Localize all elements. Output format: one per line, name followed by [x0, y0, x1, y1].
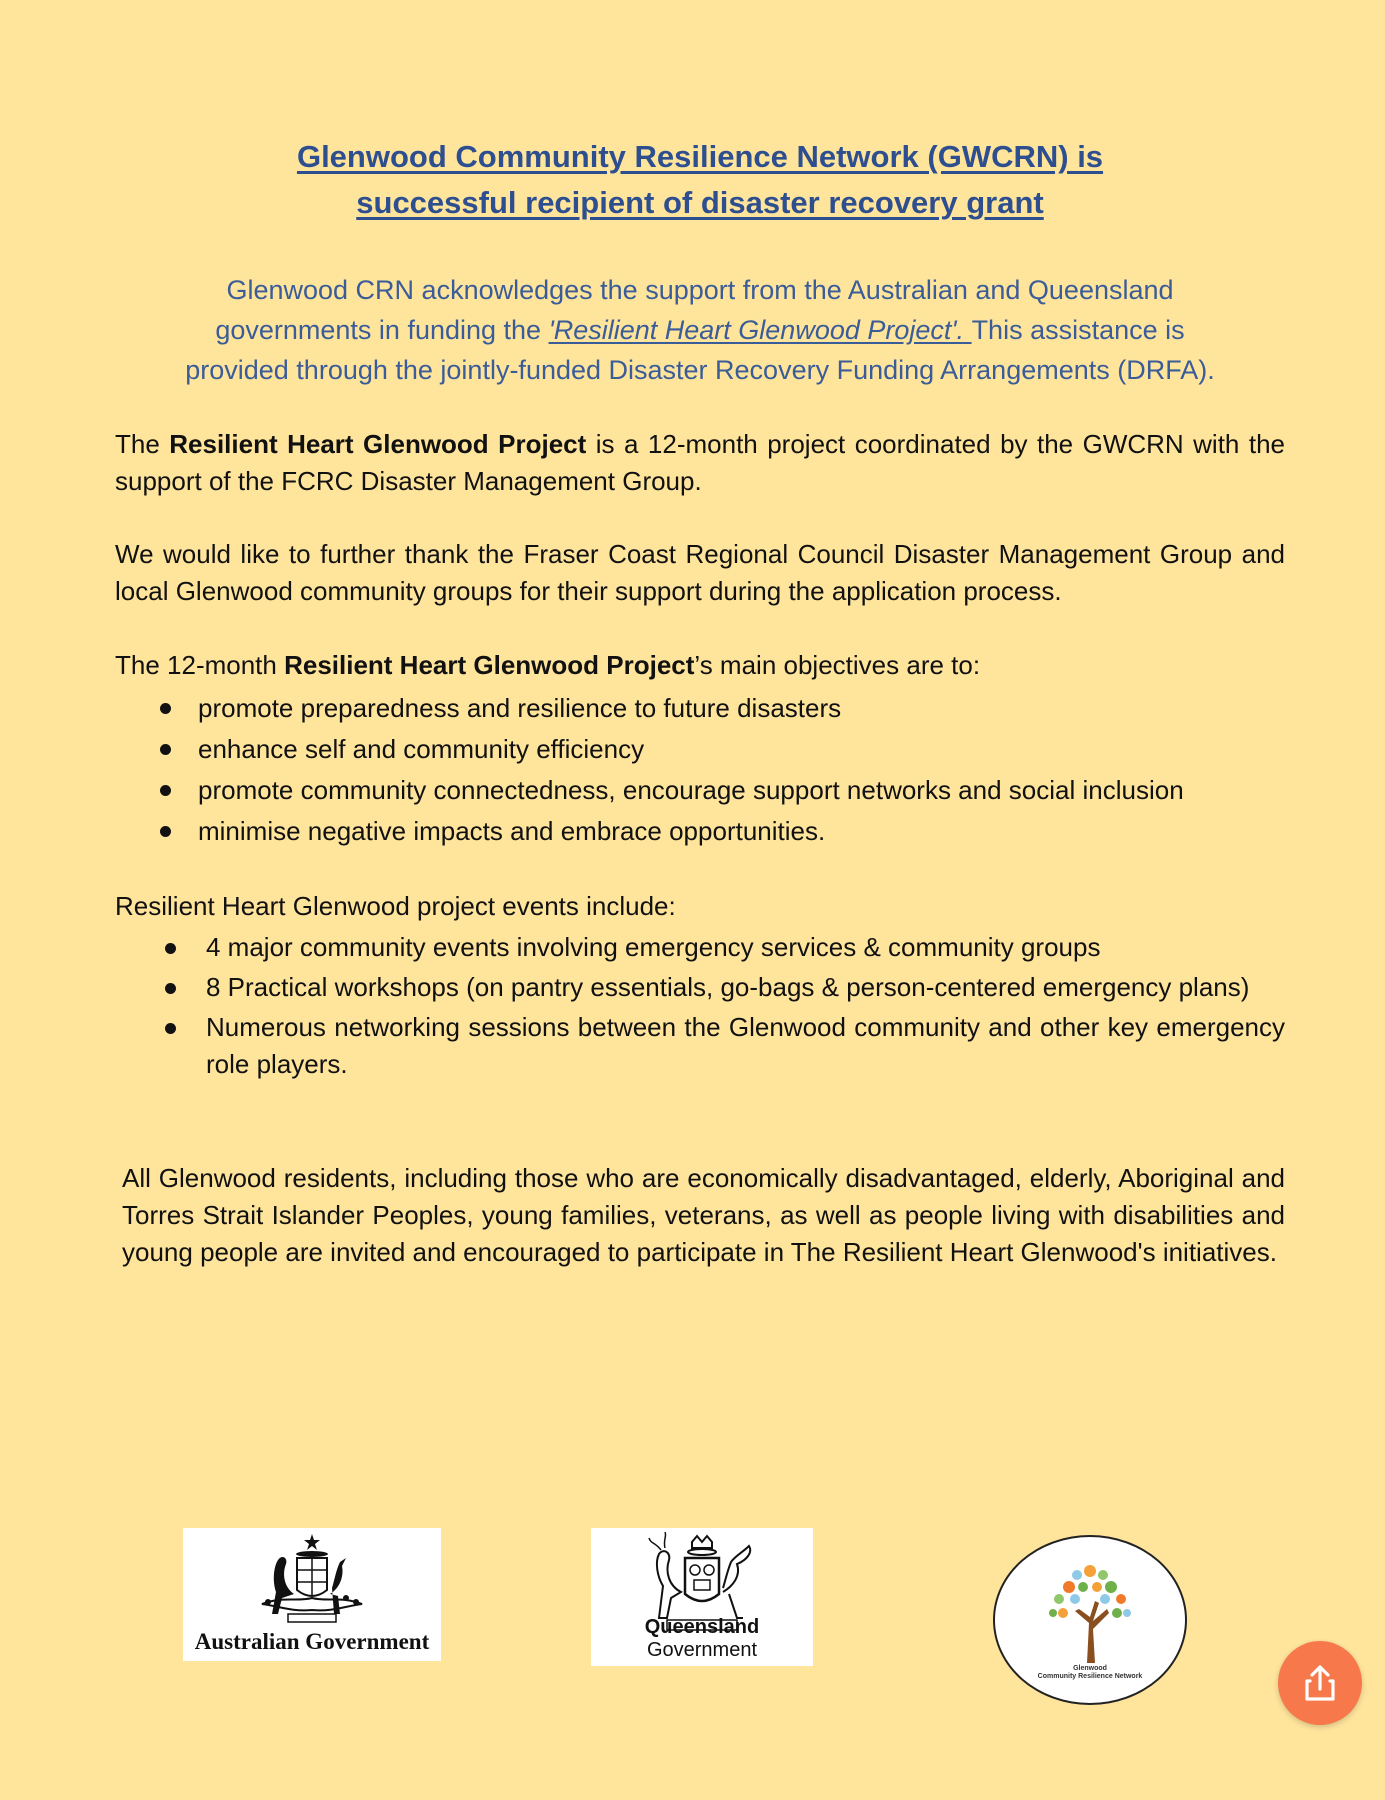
gwcrn-caption	[995, 1665, 1185, 1681]
project-intro-start: The	[115, 429, 170, 459]
list-item: Numerous networking sessions between the Glenwood community and other key emergency role players.	[165, 1009, 1285, 1083]
australian-coat-of-arms-icon	[242, 1532, 382, 1627]
queensland-government-logo	[591, 1528, 813, 1666]
objectives-intro-name: Resilient Heart Glenwood Project	[284, 650, 695, 680]
gwcrn-logo	[993, 1535, 1187, 1705]
title-line-1: Glenwood Community Resilience Network (GWCRN) is	[296, 139, 1104, 174]
acknowledgement	[110, 270, 1290, 390]
acknowledgement-line-3: provided through the jointly-funded Disaster Recovery Funding Arrangements (DRFA).	[185, 355, 1215, 385]
objectives-intro-end: ’s main objectives are to:	[694, 650, 981, 680]
title-line-2: successful recipient of disaster recovery grant	[356, 185, 1044, 220]
australian-government-caption: Australian Government	[194, 1629, 430, 1654]
acknowledgement-line-1: Glenwood CRN acknowledges the support from the Australian and Queensland	[226, 275, 1174, 305]
list-item: enhance self and community efficiency	[160, 729, 1285, 770]
queensland-caption-rest: Government	[646, 1639, 758, 1661]
australian-government-logo	[183, 1528, 441, 1661]
project-name-link[interactable]: 'Resilient Heart Glenwood Project'.	[548, 315, 972, 345]
list-item: 8 Practical workshops (on pantry essentials, go-bags & person-centered emergency plans)	[165, 969, 1285, 1006]
objectives-list	[160, 688, 1285, 852]
queensland-government-caption	[591, 1616, 813, 1662]
project-intro-paragraph	[115, 426, 1285, 500]
thanks-paragraph: We would like to further thank the Fraser Coast Regional Council Disaster Management Group and local Glenwood community groups for their support during the application process.	[115, 539, 1285, 606]
project-intro-end: is a 12-month project coordinated by the GWCRN with the support of the FCRC Disaster Management Group.	[115, 429, 1285, 496]
list-item: 4 major community events involving emergency services & community groups	[165, 929, 1285, 966]
gwcrn-caption-line-1: Glenwood	[1073, 1665, 1107, 1672]
page-title	[0, 134, 1385, 226]
queensland-caption-bold: Queensland	[644, 1616, 760, 1638]
acknowledgement-line-2	[110, 310, 1290, 350]
gwcrn-caption-line-2: Community Resilience Network	[1037, 1673, 1143, 1680]
events-list	[165, 929, 1285, 1086]
share-button[interactable]	[1278, 1641, 1362, 1725]
list-item: promote community connectedness, encourage support networks and social inclusion	[160, 770, 1285, 811]
share-icon	[1302, 1663, 1338, 1703]
project-intro-name: Resilient Heart Glenwood Project	[169, 429, 587, 459]
events-intro: Resilient Heart Glenwood project events include:	[115, 891, 676, 921]
objectives-intro	[115, 647, 1285, 684]
list-item: promote preparedness and resilience to future disasters	[160, 688, 1285, 729]
invitation-paragraph: All Glenwood residents, including those who are economically disadvantaged, elderly, Aboriginal and Torres Strait Islander Peoples, young families, veterans, as well as people living with disabilities and young people are invited and encouraged to participate in The Resilient Heart Glenwood's initiatives.	[122, 1163, 1285, 1267]
objectives-intro-start: The 12-month	[115, 650, 285, 680]
list-item: minimise negative impacts and embrace opportunities.	[160, 811, 1285, 852]
acknowledgement-line-2-end: This assistance is	[971, 315, 1185, 345]
acknowledgement-line-2-start: governments in funding the	[215, 315, 549, 345]
tree-icon	[1035, 1553, 1145, 1663]
